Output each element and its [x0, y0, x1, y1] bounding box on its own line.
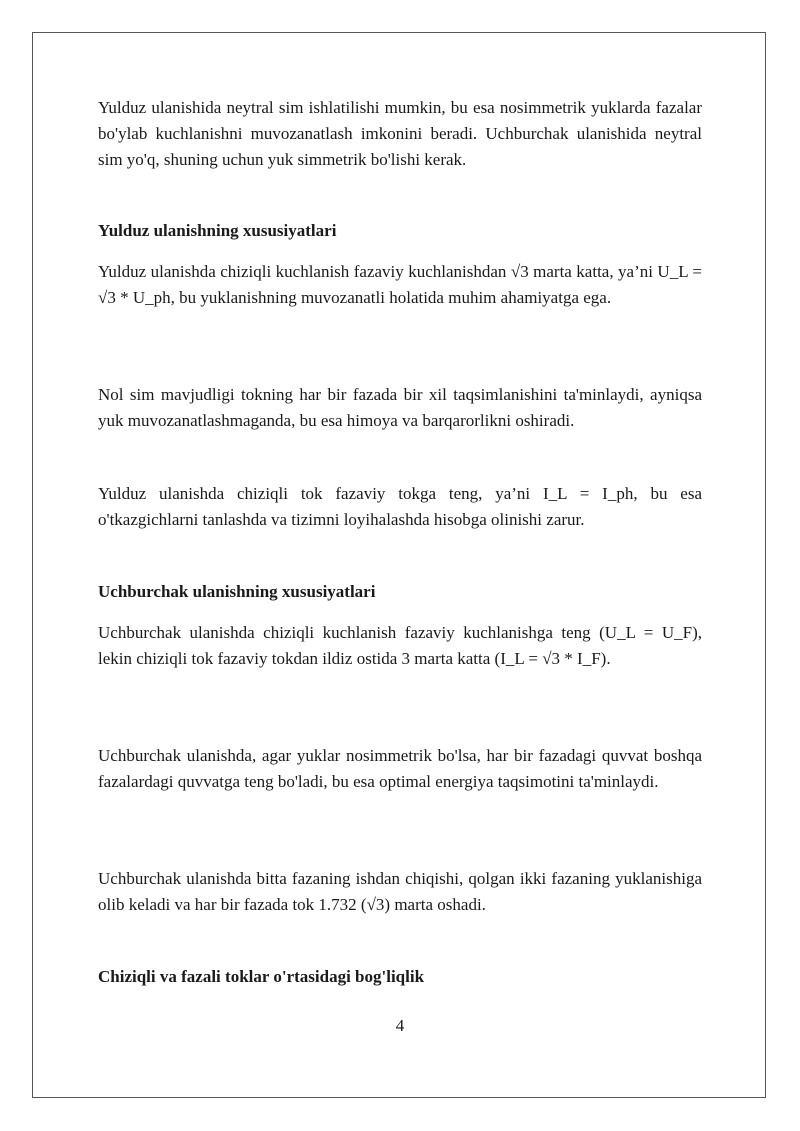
heading-star-connection: Yulduz ulanishning xususiyatlari: [98, 221, 337, 240]
page-border: [32, 32, 766, 1098]
paragraph-zero-wire: Nol sim mavjudligi tokning har bir fazada bir xil taqsimlanishini ta'minlaydi, ayniqsa yuk muvozanatlashmaganda, bu esa himoya va barqarorlikni oshiradi.: [98, 385, 702, 430]
page-number: 4: [395, 1016, 405, 1035]
paragraph-delta-phase-failure: Uchburchak ulanishda bitta fazaning ishdan chiqishi, qolgan ikki fazaning yuklanishiga olib keladi va har bir fazada tok 1.732 (√3) marta oshadi.: [98, 869, 702, 914]
paragraph-delta-power: Uchburchak ulanishda, agar yuklar nosimmetrik bo'lsa, har bir fazadagi quvvat boshqa fazalardagi quvvatga teng bo'ladi, bu esa optimal energiya taqsimotini ta'minlaydi.: [98, 746, 702, 791]
paragraph-star-current: Yulduz ulanishda chiziqli tok fazaviy tokga teng, ya’ni I_L = I_ph, bu esa o'tkazgichlarni tanlashda va tizimni loyihalashda hisobga olinishi zarur.: [98, 484, 702, 529]
paragraph-delta-voltage: Uchburchak ulanishda chiziqli kuchlanish fazaviy kuchlanishga teng (U_L = U_F), lekin chiziqli tok fazaviy tokdan ildiz ostida 3 marta katta (I_L = √3 * I_F).: [98, 623, 702, 668]
heading-line-phase-relation: Chiziqli va fazali toklar o'rtasidagi bog'liqlik: [98, 967, 425, 986]
paragraph-star-voltage: Yulduz ulanishda chiziqli kuchlanish fazaviy kuchlanishdan √3 marta katta, ya’ni U_L = √3 * U_ph, bu yuklanishning muvozanatli holatida muhim ahamiyatga ega.: [98, 262, 702, 307]
paragraph-neutral-wire: Yulduz ulanishida neytral sim ishlatilishi mumkin, bu esa nosimmetrik yuklarda fazalar bo'ylab kuchlanishni muvozanatlash imkonini beradi. Uchburchak ulanishida neytral sim yo'q, shuning uchun yuk simmetrik bo'lishi kerak.: [98, 98, 702, 169]
heading-delta-connection: Uchburchak ulanishning xususiyatlari: [98, 582, 376, 601]
